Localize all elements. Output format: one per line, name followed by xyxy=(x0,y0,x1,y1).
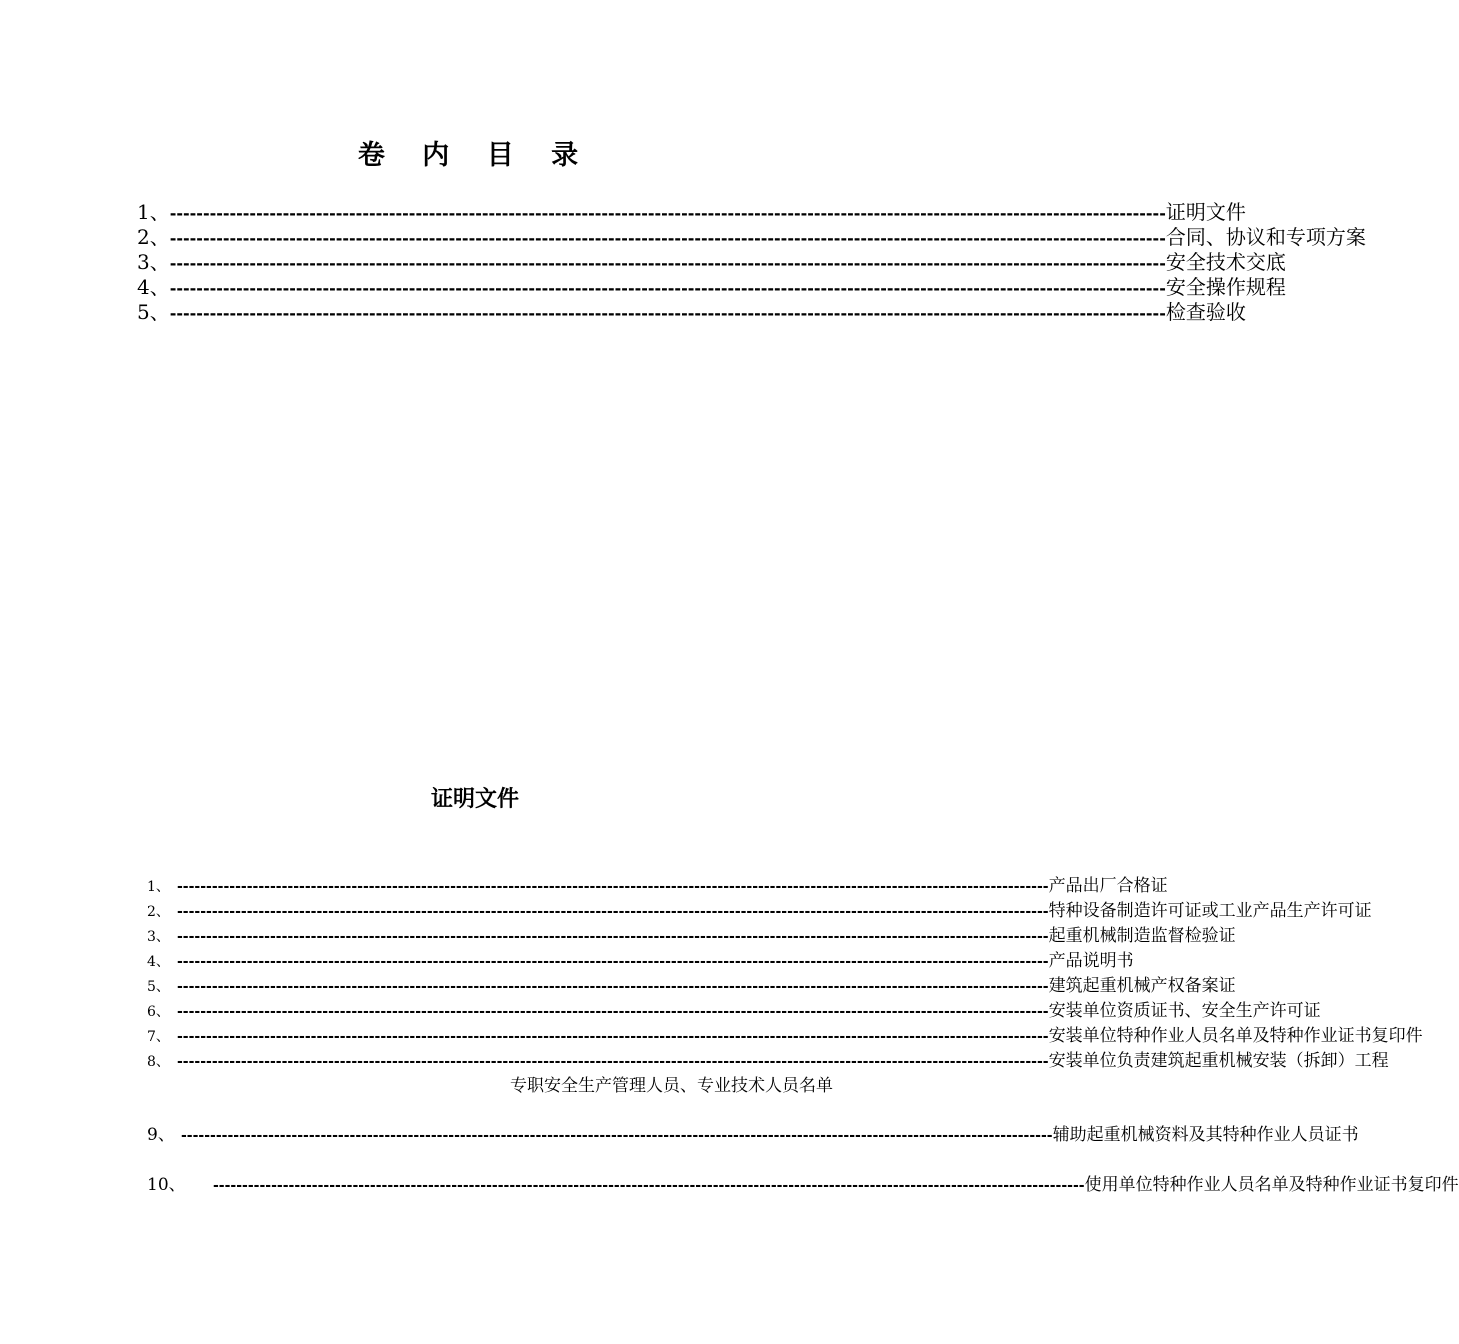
document-list xyxy=(147,874,1423,1099)
toc-row xyxy=(137,300,1246,325)
item-label-continuation: 专职安全生产管理人员、专业技术人员名单 xyxy=(510,1076,833,1096)
table-of-contents xyxy=(137,200,1366,325)
dot-leader: ------------------------------------------------------------------------------------------------------------------------------------------------------ xyxy=(177,1029,1049,1045)
item-label: 安装单位资质证书、安全生产许可证 xyxy=(1048,1001,1321,1021)
item-number: 5、 xyxy=(147,979,170,995)
item-number: 2、 xyxy=(147,904,170,920)
dot-leader: ------------------------------------------------------------------------------------------------------------------------------------------------------ xyxy=(213,1178,1085,1194)
toc-row xyxy=(137,225,1366,250)
list-item xyxy=(147,949,1134,974)
section-title: 证明文件 xyxy=(430,787,519,812)
item-label: 起重机械制造监督检验证 xyxy=(1048,926,1236,946)
toc-number: 4、 xyxy=(137,275,170,299)
dot-leader: ------------------------------------------------------------------------------------------------------------------------------------------------------ xyxy=(177,904,1049,920)
item-number: 6、 xyxy=(147,1004,170,1020)
item-label: 安装单位负责建筑起重机械安装（拆卸）工程 xyxy=(1048,1051,1389,1071)
toc-label: 检查验收 xyxy=(1165,300,1246,324)
item-label: 产品说明书 xyxy=(1048,951,1134,971)
dot-leader: ------------------------------------------------------------------------------------------------------------------------------------------------------ xyxy=(177,1004,1049,1020)
list-item xyxy=(147,899,1372,924)
dot-leader: ------------------------------------------------------------------------------------------------------------------------------------------------------ xyxy=(169,304,1166,323)
list-item xyxy=(147,874,1168,899)
item-label: 建筑起重机械产权备案证 xyxy=(1048,976,1236,996)
toc-number: 1、 xyxy=(137,200,170,224)
dot-leader: ------------------------------------------------------------------------------------------------------------------------------------------------------ xyxy=(169,254,1166,273)
dot-leader: ------------------------------------------------------------------------------------------------------------------------------------------------------ xyxy=(177,879,1049,895)
dot-leader: ------------------------------------------------------------------------------------------------------------------------------------------------------ xyxy=(169,229,1166,248)
item-number: 9、 xyxy=(147,1125,175,1145)
item-number: 8、 xyxy=(147,1054,170,1070)
item-label: 使用单位特种作业人员名单及特种作业证书复印件 xyxy=(1084,1175,1459,1195)
toc-label: 安全技术交底 xyxy=(1165,250,1286,274)
dot-leader: ------------------------------------------------------------------------------------------------------------------------------------------------------ xyxy=(177,929,1049,945)
item-number: 7、 xyxy=(147,1029,170,1045)
toc-row xyxy=(137,200,1246,225)
dot-leader: ------------------------------------------------------------------------------------------------------------------------------------------------------ xyxy=(177,954,1049,970)
list-item xyxy=(147,1024,1423,1049)
toc-label: 合同、协议和专项方案 xyxy=(1165,225,1366,249)
item-label: 辅助起重机械资料及其特种作业人员证书 xyxy=(1052,1125,1359,1145)
toc-number: 5、 xyxy=(137,300,170,324)
toc-number: 3、 xyxy=(137,250,170,274)
list-item xyxy=(147,1049,1389,1074)
toc-label: 安全操作规程 xyxy=(1165,275,1286,299)
list-item xyxy=(147,1173,1459,1198)
dot-leader: ------------------------------------------------------------------------------------------------------------------------------------------------------ xyxy=(177,1054,1049,1070)
item-number: 10、 xyxy=(147,1175,186,1195)
item-label: 安装单位特种作业人员名单及特种作业证书复印件 xyxy=(1048,1026,1423,1046)
dot-leader: ------------------------------------------------------------------------------------------------------------------------------------------------------ xyxy=(169,204,1166,223)
item-number: 3、 xyxy=(147,929,170,945)
toc-row xyxy=(137,275,1286,300)
dot-leader: ------------------------------------------------------------------------------------------------------------------------------------------------------ xyxy=(181,1128,1053,1144)
item-number: 4、 xyxy=(147,954,170,970)
page-title: 卷 内 目 录 xyxy=(357,140,593,171)
list-item xyxy=(147,1123,1359,1148)
item-label: 产品出厂合格证 xyxy=(1048,876,1168,896)
list-item xyxy=(147,999,1321,1024)
toc-row xyxy=(137,250,1286,275)
dot-leader: ------------------------------------------------------------------------------------------------------------------------------------------------------ xyxy=(177,979,1049,995)
item-label: 特种设备制造许可证或工业产品生产许可证 xyxy=(1048,901,1372,921)
item-number: 1、 xyxy=(147,879,170,895)
dot-leader: ------------------------------------------------------------------------------------------------------------------------------------------------------ xyxy=(169,279,1166,298)
toc-label: 证明文件 xyxy=(1165,200,1246,224)
list-item xyxy=(147,974,1236,999)
toc-number: 2、 xyxy=(137,225,170,249)
list-item xyxy=(147,924,1236,949)
